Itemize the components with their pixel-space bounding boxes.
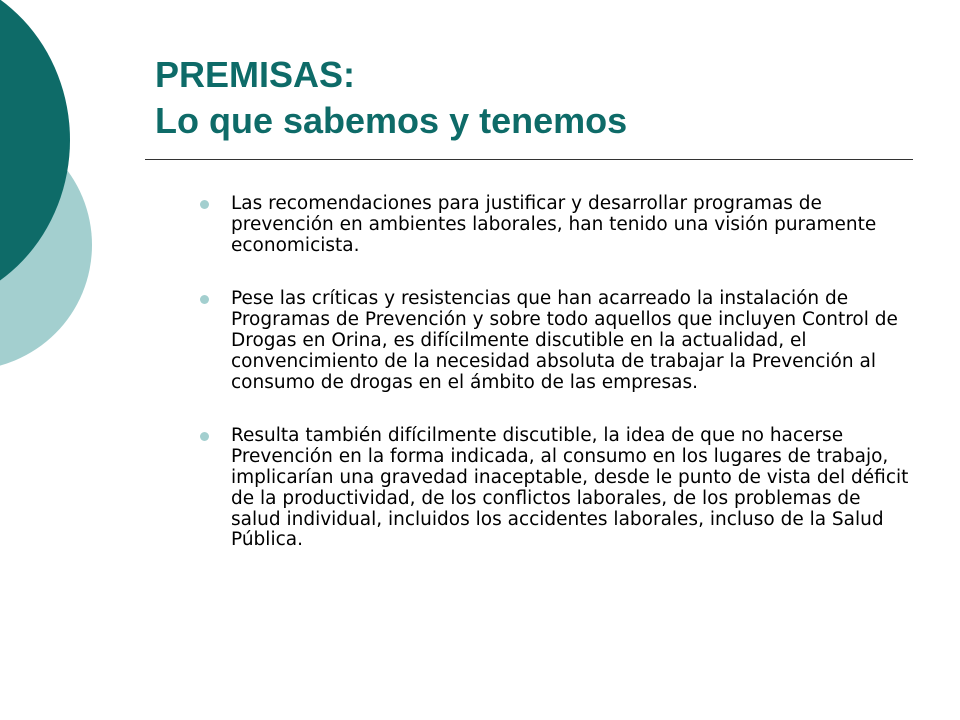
bullet-text: Resulta también difícilmente discutible, la idea de que no hacerse Prevención en la forma indicada, al consumo en los lugares de trabajo, implicarían una gravedad inaceptable, desde le punto de vista del déficit de la productividad, de los conflictos laborales, de los problemas de salud individual, incluidos los accidentes laborales, incluso de la Salud Pública. xyxy=(231,425,909,551)
bullet-item xyxy=(200,426,910,551)
bullet-dot-icon xyxy=(200,432,209,441)
bullet-text: Pese las críticas y resistencias que han acarreado la instalación de Programas de Prevención y sobre todo aquellos que incluyen Control de Drogas en Orina, es difícilmente discutible en la actualidad, el convencimiento de la necesidad absoluta de trabajar la Prevención al consumo de drogas en el ámbito de las empresas. xyxy=(231,288,898,393)
title-line-1: PREMISAS: xyxy=(155,54,356,95)
title-line-2: Lo que sabemos y tenemos xyxy=(155,100,628,141)
slide-title xyxy=(155,52,627,144)
title-divider xyxy=(145,159,913,160)
bullet-item xyxy=(200,289,910,393)
bullet-list xyxy=(200,194,910,584)
bullet-item xyxy=(200,194,910,256)
bullet-dot-icon xyxy=(200,295,209,304)
bullet-text: Las recomendaciones para justificar y desarrollar programas de prevención en ambientes laborales, han tenido una visión puramente economicista. xyxy=(231,193,877,256)
bullet-dot-icon xyxy=(200,200,209,209)
